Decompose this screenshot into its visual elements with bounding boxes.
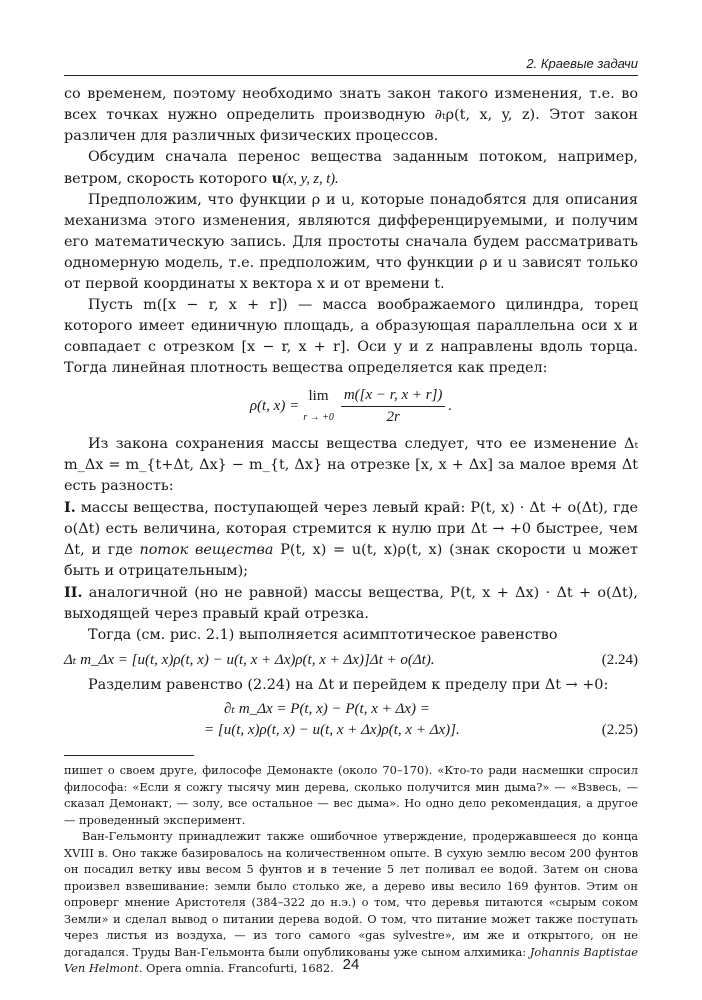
footnote-rule	[64, 755, 194, 756]
footnote-2-end: . Opera omnia. Francofurti, 1682.	[138, 961, 334, 975]
eq-2-25-line-1: ∂ₜ m_Δx = P(t, x) − P(t, x + Δx) =	[224, 701, 430, 717]
footnote-2	[64, 828, 638, 977]
page-number: 24	[342, 956, 360, 973]
eq-2-25-number: (2.25)	[601, 722, 638, 738]
equation-2-24	[64, 650, 638, 671]
velocity-vector: u	[271, 170, 283, 187]
density-numerator: m([x − r, x + r])	[341, 385, 446, 407]
paragraph-7: Разделим равенство (2.24) на Δt и перейдем к пределу при Δt → +0:	[88, 677, 609, 693]
density-end: .	[448, 398, 453, 414]
footnote-2-text: Ван-Гельмонту принадлежит также ошибочное утверждение, продержавшееся до конца XVIII в. Оно также базировалось на количественном опыте. В сухую землю весом 200 фунтов он посадил ветку ивы весом 5 фунтов и в течение 5 лет поливал ее водой. Затем он снова произвел взвешивание: земли было столько же, а дерево ивы весило 169 фунтов. Этим он опроверг мнение Аристотеля (384–322 до н.э.) о том, что деревья питаются «сырым соком Земли» и сделал вывод о питании дерева водой. О том, что питание может также поступать через листья из воздуха, — из того самого «gas sylvestre», им же и открытого, он не догадался. Труды Ван-Гельмонта были опубликованы уже сыном алхимика:	[64, 829, 638, 959]
density-denominator: 2r	[386, 409, 400, 425]
footnote-1: пишет о своем друге, философе Демонакте (около 70–170). «Кто-то ради насмешки спросил философа: «Если я сожгу тысячу мин дерева, сколько получится мин дыма?» — «Взвесь, — сказал Демонакт, — золу, все остальное — вес дыма». Но одно дело рекомендация, а другое — проведенный эксперимент.	[64, 763, 638, 827]
equation-density	[64, 385, 638, 428]
paragraph-6: Тогда (см. рис. 2.1) выполняется асимптотическое равенство	[88, 627, 558, 643]
velocity-args: (x, y, z, t).	[282, 171, 339, 187]
limit-operator	[303, 386, 334, 428]
item-1-emphasis: поток вещества	[139, 542, 274, 558]
equation-2-25	[64, 699, 638, 741]
page	[64, 56, 638, 977]
footnote-2-citation: Johannis Baptistae Ven Helmont	[64, 944, 638, 975]
paragraph-2	[64, 147, 638, 190]
item-2	[64, 582, 638, 625]
item-1-label: I.	[64, 499, 76, 516]
body-text	[64, 84, 638, 741]
eq-2-24-body: Δₜ m_Δx = [u(t, x)ρ(t, x) − u(t, x + Δx)ρ(t, x + Δx)]Δt + o(Δt).	[64, 652, 435, 668]
running-head: 2. Краевые задачи	[64, 56, 638, 76]
eq-2-24-number: (2.24)	[601, 652, 638, 668]
item-1-text-end: P(t, x) = u(t, x)ρ(t, x) (знак скорости u может быть и отрицательным);	[64, 542, 638, 579]
lim-label: lim	[308, 387, 329, 404]
paragraph-1: со временем, поэтому необходимо знать закон такого изменения, т.е. во всех точках нужно определить производную ∂ₜρ(t, x, y, z). Этот закон различен для различных физических процессов.	[64, 86, 638, 144]
eq-2-25-line-2-text: = [u(t, x)ρ(t, x) − u(t, x + Δx)ρ(t, x + Δx)].	[204, 722, 460, 738]
item-1-text: массы вещества, поступающей через левый край: P(t, x) · Δt + o(Δt), где o(Δt) есть величина, которая стремится к нулю при Δt → +0 быстрее, чем Δt, и где	[64, 500, 638, 558]
density-fraction	[341, 385, 446, 428]
item-2-label: II.	[64, 584, 83, 601]
paragraph-3: Предположим, что функции ρ и u, которые понадобятся для описания механизма этого изменения, являются дифференцируемыми, и получим его математическую запись. Для простоты сначала будем рассматривать одномерную модель, т.е. предположим, что функции ρ и u зависят только от первой координаты x вектора x и от времени t.	[64, 192, 638, 292]
item-1	[64, 497, 638, 582]
density-lhs: ρ(t, x) =	[249, 398, 300, 414]
lim-subscript: r → +0	[303, 411, 334, 423]
eq-2-25-line-2	[64, 720, 638, 741]
paragraph-4: Пусть m([x − r, x + r]) — масса воображаемого цилиндра, торец которого имеет единичную площадь, а образующая параллельна оси x и совпадает с отрезком [x − r, x + r]. Оси y и z направлены вдоль торца. Тогда линейная плотность вещества определяется как предел:	[64, 297, 638, 376]
item-2-text: аналогичной (но не равной) массы вещества, P(t, x + Δx) · Δt + o(Δt), выходящей через правый край отрезка.	[64, 585, 638, 622]
footnotes	[64, 762, 638, 977]
paragraph-5: Из закона сохранения массы вещества следует, что ее изменение Δₜ m_Δx = m_{t+Δt, Δx} − m_{t, Δx} на отрезке [x, x + Δx] за малое время Δt есть разность:	[64, 436, 638, 494]
paragraph-2-text: Обсудим сначала перенос вещества заданным потоком, например, ветром, скорость которого	[64, 149, 638, 187]
